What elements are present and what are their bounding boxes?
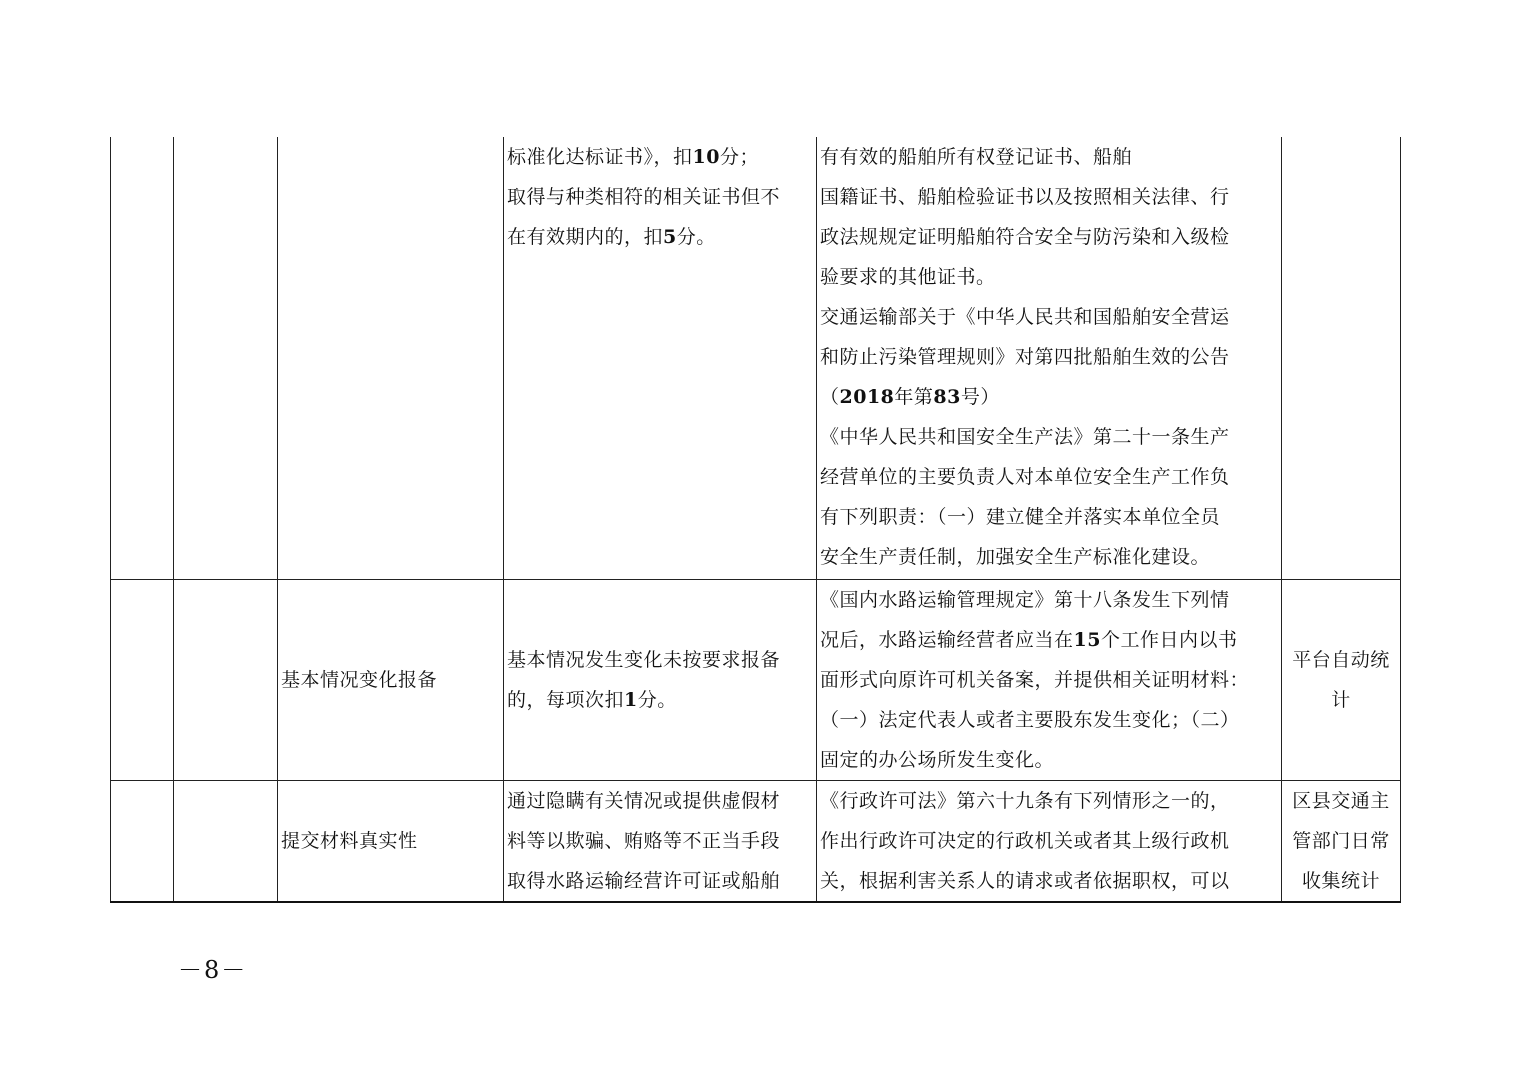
text-line: 国籍证书、船舶检验证书以及按照相关法律、行 [820, 186, 1230, 208]
text-line: 安全生产责任制，加强安全生产标准化建设。 [820, 546, 1211, 568]
text-line: 收集统计 [1301, 869, 1380, 892]
blank-cell [111, 137, 174, 579]
blank-cell [174, 137, 278, 579]
text-line: 区县交通主 [1292, 789, 1390, 812]
method-cell [1282, 137, 1401, 579]
text-line: 平台自动统 [1292, 648, 1390, 671]
item-cell [278, 137, 504, 579]
text-line: 的，每项次扣1分。 [507, 688, 677, 711]
method-cell [1282, 780, 1401, 902]
text-line: 有下列职责：（一）建立健全并落实本单位全员 [820, 506, 1221, 528]
text-line: 有有效的船舶所有权登记证书、船舶 [820, 146, 1133, 168]
text-line: 况后，水路运输经营者应当在15个工作日内以书 [820, 628, 1238, 651]
text-line: 基本情况发生变化未按要求报备 [507, 648, 781, 671]
blank-cell [111, 780, 174, 902]
blank-cell [111, 579, 174, 780]
page-number: －8－ [178, 956, 248, 984]
basis-cell [817, 780, 1282, 902]
text-line: 《国内水路运输管理规定》第十八条发生下列情 [820, 588, 1230, 611]
text-line: 和防止污染管理规则》对第四批船舶生效的公告 [820, 346, 1230, 368]
table-row [111, 780, 1401, 902]
text-line: （一）法定代表人或者主要股东发生变化；（二） [820, 708, 1240, 731]
text-line: 料等以欺骗、贿赂等不正当手段 [507, 829, 781, 852]
text-line: 《中华人民共和国安全生产法》第二十一条生产 [820, 426, 1230, 448]
text-line: 通过隐瞒有关情况或提供虚假材 [507, 789, 781, 812]
table-row [111, 579, 1401, 780]
method-cell [1282, 579, 1401, 780]
text-line: 交通运输部关于《中华人民共和国船舶安全营运 [820, 306, 1230, 328]
item-cell: 基本情况变化报备 [278, 579, 504, 780]
basis-cell [817, 579, 1282, 780]
text-line: 面形式向原许可机关备案，并提供相关证明材料： [820, 668, 1250, 691]
item-cell: 提交材料真实性 [278, 780, 504, 902]
text-line: 标准化达标证书》，扣10分； [507, 146, 759, 168]
standard-cell [504, 137, 817, 579]
text-line: 关，根据利害关系人的请求或者依据职权，可以 [820, 869, 1230, 892]
standard-cell [504, 579, 817, 780]
text-line: 取得水路运输经营许可证或船舶 [507, 869, 781, 892]
table-row [111, 137, 1401, 579]
text-line: 经营单位的主要负责人对本单位安全生产工作负 [820, 466, 1230, 488]
standard-cell [504, 780, 817, 902]
text-line: 政法规规定证明船舶符合安全与防污染和入级检 [820, 226, 1230, 248]
text-line: 验要求的其他证书。 [820, 266, 996, 288]
blank-cell [174, 579, 278, 780]
text-line: 管部门日常 [1292, 829, 1390, 852]
basis-cell [817, 137, 1282, 579]
assessment-table [110, 137, 1401, 903]
text-line: 在有效期内的，扣5分。 [507, 226, 716, 248]
text-line: 作出行政许可决定的行政机关或者其上级行政机 [820, 829, 1230, 852]
text-line: 取得与种类相符的相关证书但不 [507, 186, 781, 208]
text-line: 计 [1331, 688, 1351, 711]
text-line: 固定的办公场所发生变化。 [820, 748, 1055, 771]
text-line: （2018年第83号） [820, 386, 1000, 408]
text-line: 《行政许可法》第六十九条有下列情形之一的， [820, 789, 1230, 812]
blank-cell [174, 780, 278, 902]
